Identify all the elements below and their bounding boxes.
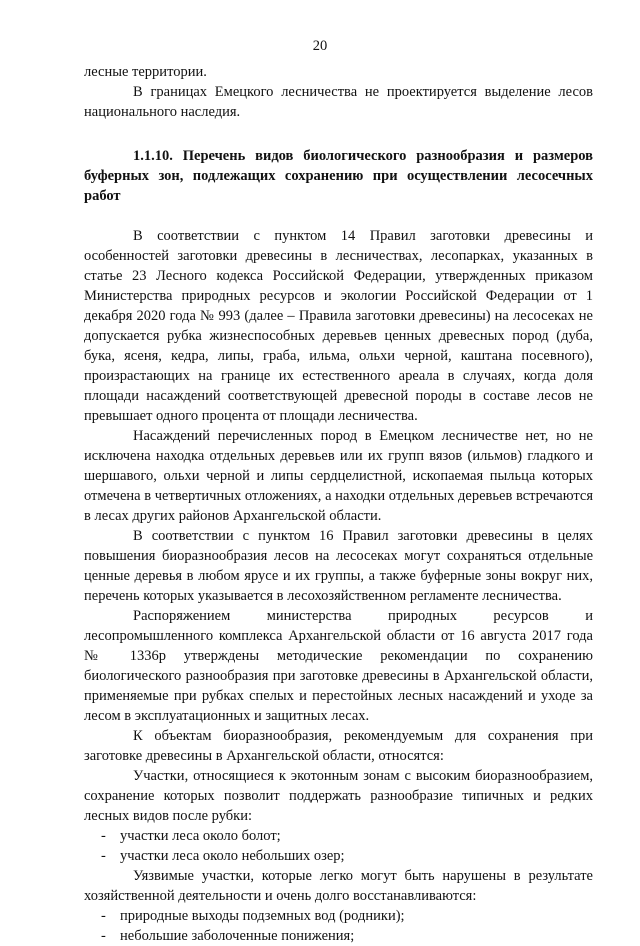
list-item: - небольшие заболоченные понижения; xyxy=(84,926,593,946)
paragraph-objects-intro: К объектам биоразнообразия, рекомендуемым для сохранения при заготовке древесины в Архангельской области, относятся: xyxy=(84,728,593,764)
paragraph-order-1336r: Распоряжением министерства природных ресурсов и лесопромышленного комплекса Архангельской области от 16 августа 2017 года № 1336р утверждены методические рекомендации по сохранению биологического разнообразия при заготовке древесины в Архангельской области, применяемые при рубках спелых и перестойных лесных насаждений и уходе за лесом в эксплуатационных и защитных лесах. xyxy=(84,608,593,724)
paragraph-national-heritage: В границах Емецкого лесничества не проектируется выделение лесов национального наследия. xyxy=(84,84,593,120)
list-item: - природные выходы подземных вод (родники); xyxy=(84,906,593,926)
page-number: 20 xyxy=(312,38,328,54)
paragraph-rule-14: В соответствии с пунктом 14 Правил заготовки древесины и особенностей заготовки древесины в лесничествах, лесопарках, указанных в статье 23 Лесного кодекса Российской Федерации, утвержденных приказом Министерства природных ресурсов и экологии Российской Федерации от 1 декабря 2020 года № 993 (далее – Правила заготовки древесины) на лесосеках не допускается рубка жизнеспособных деревьев ценных древесных пород (дуба, бука, ясеня, кедра, липы, граба, ильма, ольхи черной, каштана посевного), произрастающих на границе их естественного ареала в случаях, когда доля площади насаждений соответствующей древесной породы в составе лесов не превышает одного процента от площади лесничества. xyxy=(84,228,593,424)
section-heading: 1.1.10. Перечень видов биологического разнообразия и размеров буферных зон, подлежащих сохранению при осуществлении лесосечных работ xyxy=(84,148,593,204)
list-vulnerable-areas xyxy=(84,906,593,946)
page-body xyxy=(84,62,593,946)
paragraph-vulnerable: Уязвимые участки, которые легко могут быть нарушены в результате хозяйственной деятельности и очень долго восстанавливаются: xyxy=(84,868,593,904)
paragraph-rule-16: В соответствии с пунктом 16 Правил заготовки древесины в целях повышения биоразнообразия лесов на лесосеках могут сохраняться отдельные ценные деревья в любом ярусе и их группы, а также буферные зоны вокруг них, перечень которых указывается в лесохозяйственном регламенте лесничества. xyxy=(84,528,593,604)
paragraph-species-absent: Насаждений перечисленных пород в Емецком лесничестве нет, но не исключена находка отдельных деревьев или их групп вязов (ильмов) гладкого и шершавого, ольхи черной и липы сердцелистной, ископаемая пыльца которых отмечена в четвертичных отложениях, а находки отдельных деревьев встречаются в лесах других районов Архангельской области. xyxy=(84,428,593,524)
list-item: - участки леса около небольших озер; xyxy=(84,846,593,866)
paragraph-ecotone: Участки, относящиеся к экотонным зонам с высоким биоразнообразием, сохранение которых позволит поддержать разнообразие типичных и редких лесных видов после рубки: xyxy=(84,768,593,824)
list-item: - участки леса около болот; xyxy=(84,826,593,846)
paragraph-continuation: лесные территории. xyxy=(84,64,207,80)
list-ecotone-areas xyxy=(84,826,593,866)
